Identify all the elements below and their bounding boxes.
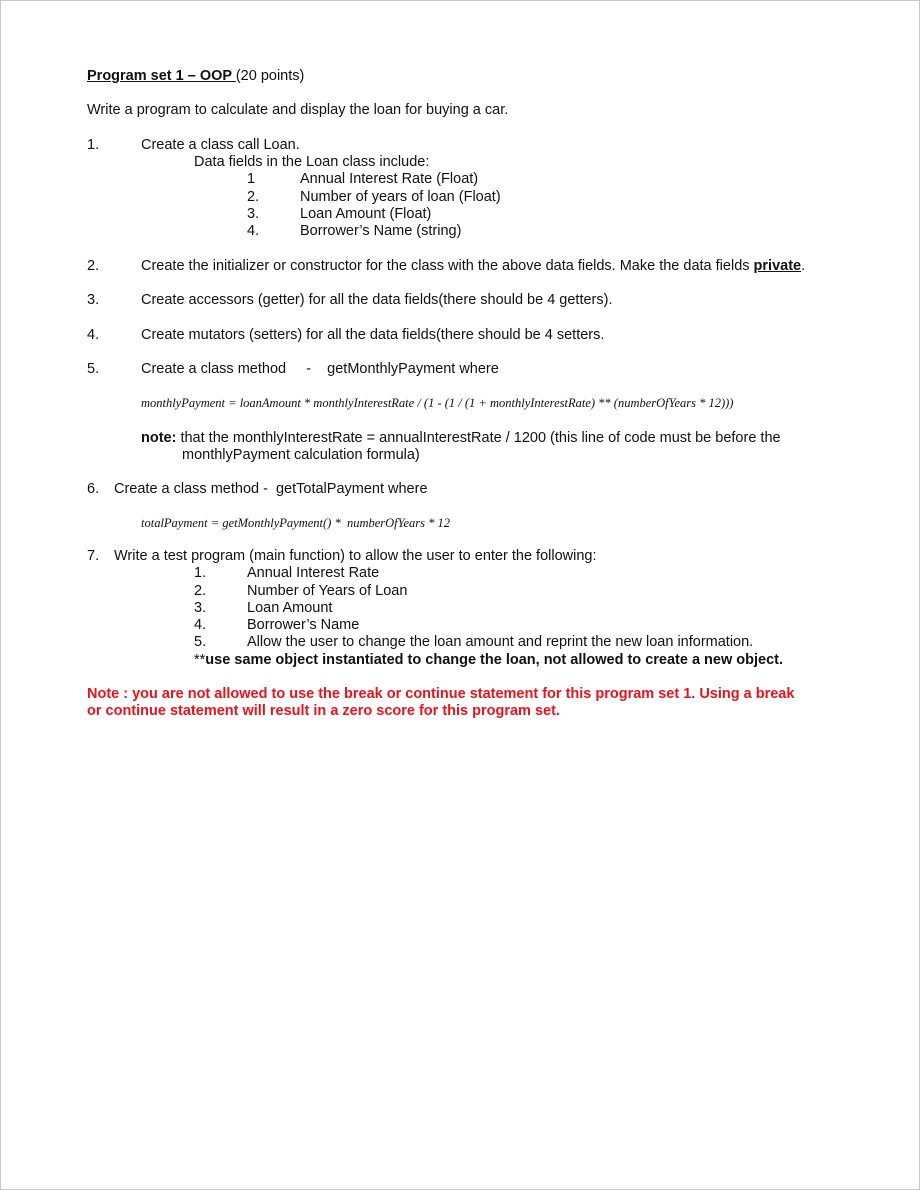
same-object-text: use same object instantiated to change the loan, not allowed to create a new object.	[205, 652, 784, 668]
data-fields-heading: Data fields in the Loan class include:	[194, 154, 430, 170]
asterisks: **	[194, 652, 206, 668]
item-7-number: 7.	[87, 548, 100, 564]
warning-line-1: Note : you are not allowed to use the break or continue statement for this program set 1. Using a break	[87, 686, 795, 702]
private-emphasis: private	[753, 258, 802, 274]
field-text: Annual Interest Rate (Float)	[300, 171, 479, 187]
item-1-text: Create a class call Loan.	[141, 137, 300, 153]
test-input-text: Annual Interest Rate	[247, 565, 380, 581]
program-set-title: Program set 1 – OOP	[87, 68, 236, 84]
item-4-text: Create mutators (setters) for all the data fields(there should be 4 setters.	[141, 327, 605, 343]
item-2-number: 2.	[87, 258, 100, 274]
item-3-number: 3.	[87, 292, 100, 308]
test-input-text: Loan Amount	[247, 600, 333, 616]
item-4-number: 4.	[87, 327, 100, 343]
note-label: note:	[141, 430, 177, 446]
field-number: 1	[247, 171, 256, 187]
monthly-payment-formula: monthlyPayment = loanAmount * monthlyInterestRate / (1 - (1 / (1 + monthlyInterestRate) ** (numberOfYears * 12)))	[141, 396, 734, 410]
test-input-number: 1.	[194, 565, 207, 581]
item-2-text: Create the initializer or constructor for the class with the above data fields. Make the data fields	[141, 258, 754, 274]
test-input-text: Allow the user to change the loan amount and reprint the new loan information.	[247, 634, 754, 650]
intro-text: Write a program to calculate and display the loan for buying a car.	[87, 102, 509, 118]
note-line-1	[141, 429, 781, 447]
field-number: 4.	[247, 223, 260, 239]
item-5-number: 5.	[87, 361, 100, 377]
item-5-text: Create a class method - getMonthlyPayment where	[141, 361, 499, 377]
item-7-text: Write a test program (main function) to allow the user to enter the following:	[114, 548, 597, 564]
note-line-2: monthlyPayment calculation formula)	[182, 447, 420, 463]
test-input-text: Number of Years of Loan	[247, 583, 408, 599]
test-input-number: 3.	[194, 600, 207, 616]
title-line	[87, 67, 304, 85]
item-6-text: Create a class method - getTotalPayment where	[114, 481, 428, 497]
field-number: 3.	[247, 206, 260, 222]
test-input-number: 5.	[194, 634, 207, 650]
item-1-number: 1.	[87, 137, 100, 153]
points-label: (20 points)	[235, 68, 305, 84]
note-text: that the monthlyInterestRate = annualInterestRate / 1200 (this line of code must be before the	[176, 430, 781, 446]
field-text: Number of years of loan (Float)	[300, 189, 501, 205]
item-3-text: Create accessors (getter) for all the data fields(there should be 4 getters).	[141, 292, 613, 308]
test-input-number: 4.	[194, 617, 207, 633]
field-text: Loan Amount (Float)	[300, 206, 432, 222]
same-object-note	[194, 651, 783, 669]
test-input-number: 2.	[194, 583, 207, 599]
item-2-line	[141, 257, 805, 275]
field-text: Borrower’s Name (string)	[300, 223, 462, 239]
test-input-text: Borrower’s Name	[247, 617, 360, 633]
item-6-number: 6.	[87, 481, 100, 497]
warning-line-2: or continue statement will result in a zero score for this program set.	[87, 703, 560, 719]
total-payment-formula: totalPayment = getMonthlyPayment() * numberOfYears * 12	[141, 516, 450, 530]
item-2-period: .	[801, 258, 806, 274]
field-number: 2.	[247, 189, 260, 205]
